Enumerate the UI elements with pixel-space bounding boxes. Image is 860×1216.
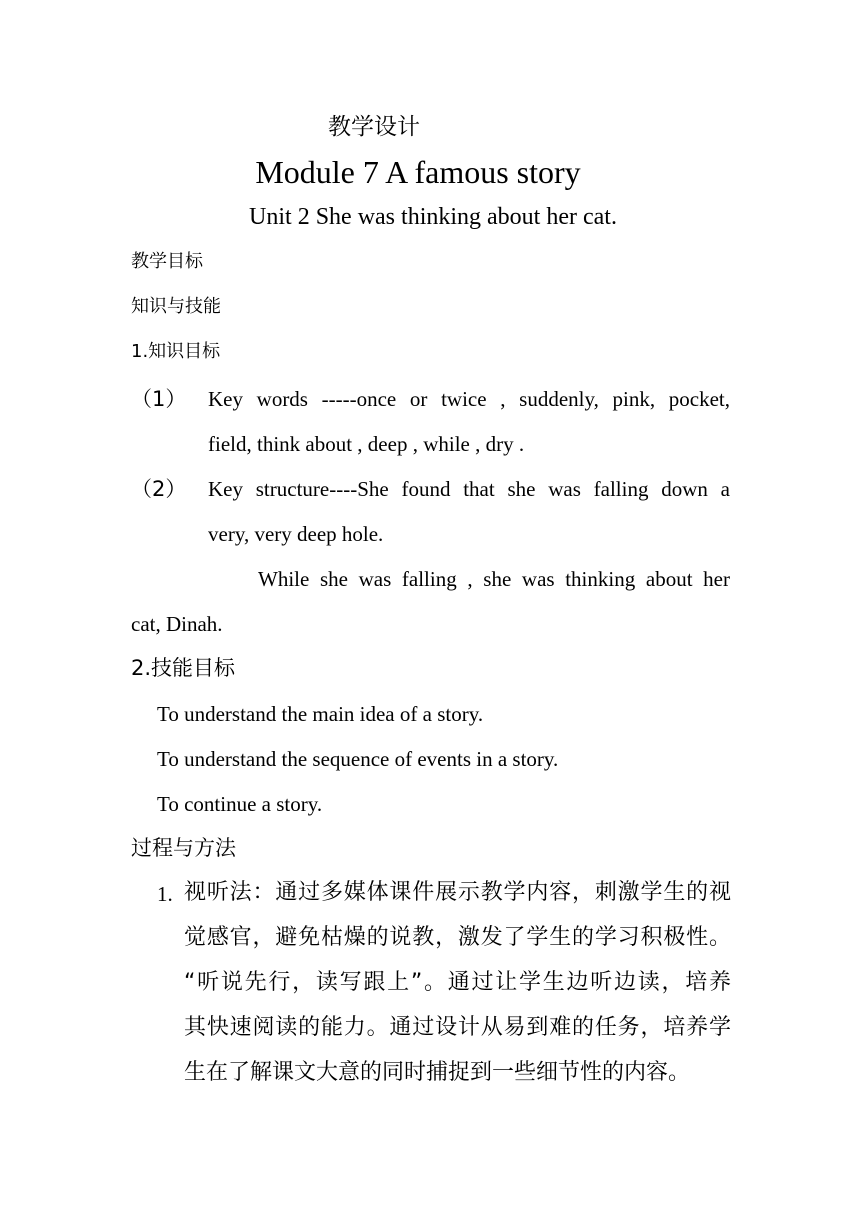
- knowledge-skills-heading: 知识与技能: [131, 296, 221, 317]
- knowledge-goal-heading: 1.知识目标: [131, 341, 221, 362]
- module-title: Module 7 A famous story: [255, 154, 581, 190]
- process-description-line-2: 觉感官，避免枯燥的说教，激发了学生的学习积极性。: [184, 925, 731, 950]
- skill-item-sequence: To understand the sequence of events in a story.: [157, 747, 559, 771]
- process-description-line-3: “听说先行，读写跟上”。通过让学生边听边读，培养: [184, 970, 731, 995]
- key-structure-line-4: cat, Dinah.: [131, 612, 223, 636]
- process-item-number: 1.: [157, 882, 173, 906]
- document-type-title: 教学设计: [328, 114, 420, 140]
- key-structure-line-3: While she was falling , she was thinking about her: [258, 567, 730, 591]
- key-words-line-1: Key words -----once or twice , suddenly, pink, pocket,: [208, 387, 730, 411]
- process-method-heading: 过程与方法: [131, 836, 236, 860]
- key-words-line-2: field, think about , deep , while , dry .: [208, 432, 525, 456]
- knowledge-item-marker-1: （1）: [131, 387, 187, 411]
- unit-title: Unit 2 She was thinking about her cat.: [249, 204, 617, 230]
- skill-goal-heading: 2.技能目标: [131, 656, 236, 680]
- teaching-goals-heading: 教学目标: [131, 251, 203, 272]
- process-description-line-5: 生在了解课文大意的同时捕捉到一些细节性的内容。: [184, 1060, 691, 1085]
- process-description-line-1: 视听法：通过多媒体课件展示教学内容，刺激学生的视: [184, 880, 731, 905]
- process-description-line-4: 其快速阅读的能力。通过设计从易到难的任务，培养学: [184, 1015, 731, 1040]
- key-structure-line-1: Key structure----She found that she was falling down a: [208, 477, 730, 501]
- key-structure-line-2: very, very deep hole.: [208, 522, 384, 546]
- knowledge-item-marker-2: （2）: [131, 477, 187, 501]
- skill-item-continue-story: To continue a story.: [157, 792, 323, 816]
- skill-item-main-idea: To understand the main idea of a story.: [157, 702, 484, 726]
